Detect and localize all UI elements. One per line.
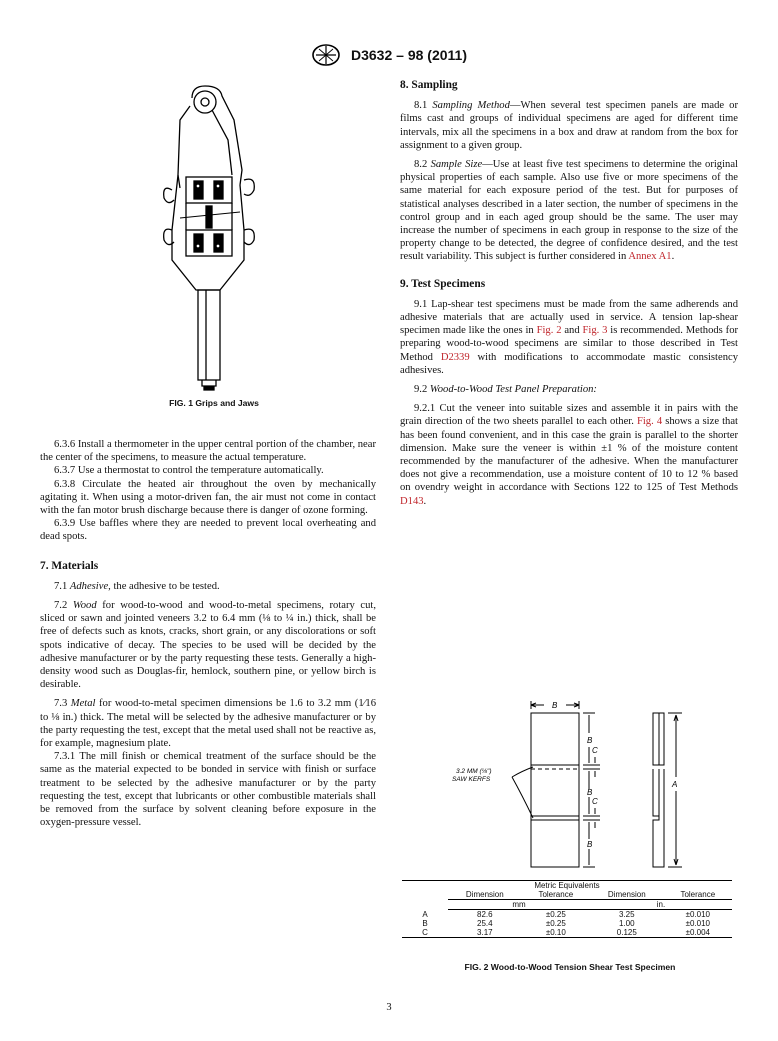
standard-designation: D3632 – 98 (2011) <box>351 47 467 63</box>
para-text: and <box>561 325 583 337</box>
para-7-3-1: 7.3.1 The mill finish or chemical treatment of the surface should be the same as the material expected to be bonded in service with finish or surface treatment to be selected by the adhesive manufacturer or by the party requesting the test, except that lubricants or other combustible materials shall be removed from the surface by solvent cleaning before exposure in the oxygen-pressure vessel. <box>40 751 376 829</box>
para-8-2 <box>400 158 738 264</box>
para-number: 7.3 <box>54 698 68 710</box>
dim-c-1: C <box>592 746 598 755</box>
table-cell: ±0.10 <box>522 928 590 938</box>
para-text: . <box>423 495 427 507</box>
para-text: is recommended. Methods for preparing wood-to-wood specimens are similar to those described in Test Method <box>400 325 739 363</box>
para-text: the adhesive to be tested. <box>113 580 220 592</box>
figure1-grips-and-jaws-drawing <box>150 80 280 392</box>
para-text: —When several test specimen panels are made or films cast and groups of individual specimens are aged for different time intervals, mix all the specimens in a box and draw at random from the box for assignment to a given group. <box>400 100 739 151</box>
table-units-row <box>402 900 732 910</box>
astm-logo-icon <box>311 44 341 66</box>
term: Wood-to-Wood Test Panel Preparation: <box>429 384 597 396</box>
dim-a: A <box>672 780 678 789</box>
para-number: 7.2 <box>54 600 68 612</box>
term: Sample Size <box>430 159 483 171</box>
term: Wood <box>72 600 97 612</box>
figure2-caption: FIG. 2 Wood-to-Wood Tension Shear Test Specimen <box>464 962 676 972</box>
d143-link[interactable]: D143 <box>400 495 424 507</box>
para-7-1 <box>40 580 376 593</box>
col-header: Dimension <box>590 890 664 900</box>
fig4-link[interactable]: Fig. 4 <box>636 416 663 428</box>
figure1-caption: FIG. 1 Grips and Jaws <box>169 398 259 408</box>
table-title-row <box>402 881 732 891</box>
section-8-heading: 8. Sampling <box>400 79 458 91</box>
table-cell: B <box>422 919 428 928</box>
para-6-3-8: 6.3.8 Circulate the heated air throughout the oven by mechanically agitating it. When using a motor-driven fan, the air must not come in contact with the fan motor brush discharge because there is danger of ozone forming. <box>40 478 376 517</box>
fig2-link[interactable]: Fig. 2 <box>536 325 562 337</box>
para-7-2 <box>40 599 376 691</box>
para-text: shows a size that has been found convenient, and in this case the grain is parallel to the shorter dimension. Make sure the veneer is within ±1 % of the moisture content recommended by the manufacturer of the adhesive. When the manufacturer does not give a recommendation, use a moisture content of 10 to 12 % based on ovendry weight in accordance with Sections 122 to 125 of Test Methods <box>400 416 738 494</box>
dim-b-3: B <box>587 840 593 849</box>
table-cell: ±0.25 <box>545 919 566 928</box>
para-7-3 <box>40 697 376 750</box>
table-cell: 3.25 <box>619 910 635 919</box>
term: Metal <box>70 698 96 710</box>
annex-a1-link[interactable]: Annex A1 <box>628 251 672 263</box>
para-text: 9.1 Lap-shear test specimens must be made from the same adherends and adhesive materials that are actually used in service. A tension lap-shear specimen made like the ones in <box>400 298 738 337</box>
table-cell: ±0.004 <box>664 928 732 938</box>
right-column <box>400 79 738 508</box>
table-cell: ±0.010 <box>685 910 710 919</box>
dim-c-2: C <box>592 797 598 806</box>
para-text: with modifications to accommodate mastic consistency adhesives. <box>400 351 738 376</box>
table-cell: 1.00 <box>619 919 635 928</box>
table-row <box>402 919 732 928</box>
fig3-link[interactable]: Fig. 3 <box>582 325 608 337</box>
para-6-3-9: 6.3.9 Use baffles where they are needed to prevent local overheating and dead spots. <box>40 518 376 543</box>
table-cell: C <box>402 928 448 938</box>
d2339-link[interactable]: D2339 <box>440 351 470 363</box>
para-9-2-1 <box>400 402 738 508</box>
table-cell: ±0.010 <box>685 919 710 928</box>
para-9-1 <box>400 298 738 377</box>
para-6-3-7: 6.3.7 Use a thermostat to control the temperature automatically. <box>54 465 324 477</box>
dim-b-1: B <box>587 736 593 745</box>
term: Adhesive, <box>69 580 111 592</box>
para-text: for wood-to-wood and wood-to-metal specimens, rotary cut, sliced or sawn and jointed veneers 3.2 to 6.4 mm (⅛ to ¼ in.) thick, shall be free of defects such as knots, cracks, short grain, or any discolorations or soft spots indicative of decay. The species to be used will be decided by the adhesive manufacturer or by the party requesting these tests. Generally a high-density wood such as Douglas-fir, hemlock, southern pine, or yellow birch is desirable. <box>40 600 376 691</box>
section-7-heading: 7. Materials <box>40 559 99 572</box>
para-number: 8.2 <box>414 159 428 171</box>
figure2-specimen-drawing <box>440 695 700 877</box>
kerf-label-1: 3.2 MM (⅛") <box>456 768 492 775</box>
table-cell: A <box>422 909 428 919</box>
table-cell: 3.17 <box>448 928 522 938</box>
para-text: . <box>671 251 675 263</box>
table-title: Metric Equivalents <box>402 881 732 891</box>
table-cell: 0.125 <box>590 928 664 938</box>
units-mm: mm <box>448 900 590 910</box>
units-in: in. <box>590 900 732 910</box>
kerf-label-2: SAW KERFS <box>452 776 491 783</box>
metric-equivalents-table <box>402 880 732 938</box>
col-header: Tolerance <box>664 890 732 900</box>
left-column <box>40 438 376 829</box>
para-text: —Use at least five test specimens to determine the original physical properties of each sample. Also use five or more specimens of the same material for each exposure period of the test. But for purposes of statistical analyses described in a later section, the number of specimens in the control group and in each aged group should be the same. The user may increase the number of specimens in each group in response to the size of the property change to be detected, the degree of confidence desired, and the test result variability. This subject is further considered in <box>400 159 738 263</box>
para-number: 7.1 <box>54 580 68 592</box>
table-row <box>402 928 732 938</box>
para-text: 9.2.1 Cut the veneer into suitable sizes and assemble it in pairs with the grain direction of the two sheets parallel to each other. <box>400 403 738 428</box>
page-header <box>0 44 778 66</box>
para-9-2 <box>400 383 738 396</box>
para-8-1 <box>400 99 738 152</box>
para-text: for wood-to-metal specimen dimensions be 1.6 to 3.2 mm (1⁄16 to ⅛ in.) thick. The metal will be selected by the adhesive manufacturer or by the party requesting the test, except that the metal used shall not be reactive as, for example, magnesium plate. <box>40 698 376 750</box>
dim-b-top: B <box>552 701 558 710</box>
table-cell: 25.4 <box>477 919 493 928</box>
para-number: 9.2 <box>414 384 428 396</box>
col-header: Dimension <box>448 890 522 900</box>
term: Sampling Method <box>432 100 510 112</box>
table-cell: 82.6 <box>477 910 493 919</box>
col-header: Tolerance <box>522 890 590 900</box>
para-number: 8.1 <box>414 100 428 112</box>
page-number: 3 <box>386 1002 392 1013</box>
section-9-heading: 9. Test Specimens <box>400 277 486 290</box>
dim-b-2: B <box>587 788 593 797</box>
table-header-row <box>402 890 732 900</box>
table-cell: ±0.25 <box>545 910 566 919</box>
para-6-3-6: 6.3.6 Install a thermometer in the upper central portion of the chamber, near the center of the specimens, to measure the actual temperature. <box>40 439 376 464</box>
table-row <box>402 910 732 920</box>
